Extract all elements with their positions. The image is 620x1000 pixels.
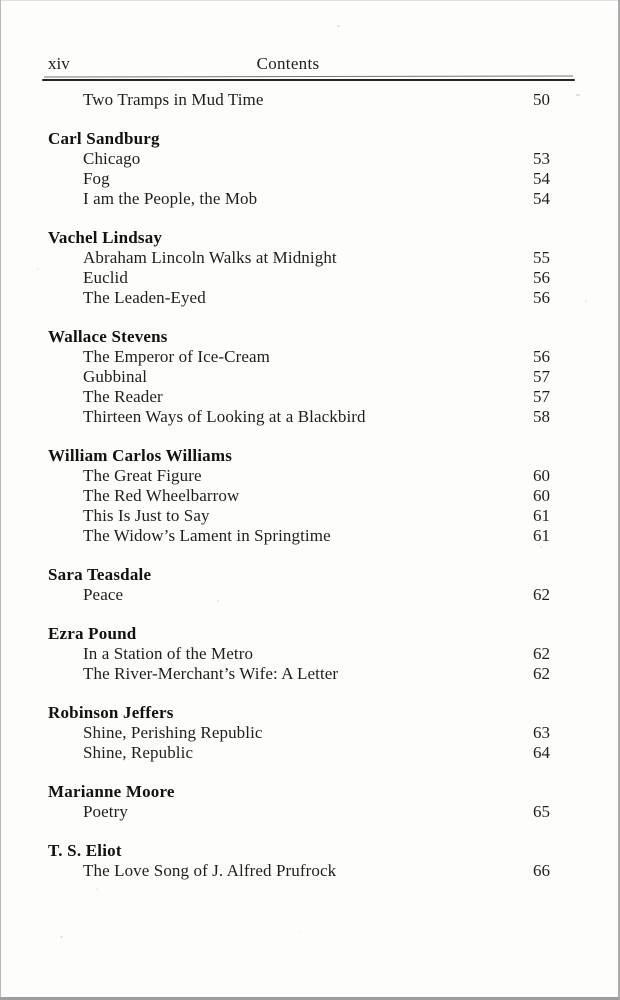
page-number: 53 — [533, 149, 550, 168]
page-number: 57 — [533, 367, 550, 386]
page-number: 66 — [533, 861, 550, 880]
author-heading: Robinson Jeffers — [48, 703, 174, 722]
page-number: 60 — [533, 486, 550, 505]
poem-title: This Is Just to Say — [83, 506, 210, 525]
page-number: 60 — [533, 466, 550, 485]
poem-title: Poetry — [83, 802, 128, 821]
poem-title: Fog — [83, 169, 110, 188]
toc-entry — [48, 802, 550, 822]
scan-speckle — [300, 932, 302, 933]
table-of-contents — [48, 90, 550, 881]
poem-title: The Red Wheelbarrow — [83, 486, 240, 505]
poem-title: I am the People, the Mob — [83, 189, 258, 208]
poem-title: Shine, Perishing Republic — [83, 723, 263, 742]
toc-entry — [48, 407, 550, 427]
toc-entry — [48, 189, 550, 209]
page-number: 65 — [533, 802, 550, 821]
header-rule-thin — [44, 75, 573, 77]
poem-title: Two Tramps in Mud Time — [83, 90, 264, 109]
toc-entry — [48, 664, 550, 684]
header-rule — [42, 79, 575, 81]
poem-title: The Emperor of Ice-Cream — [83, 347, 270, 366]
toc-entry — [48, 861, 550, 881]
toc-entry — [48, 248, 550, 268]
page-number: 54 — [533, 189, 550, 208]
toc-entry — [48, 743, 550, 763]
toc-entry — [48, 90, 550, 110]
poem-title: Abraham Lincoln Walks at Midnight — [83, 248, 337, 267]
poem-title: The Reader — [83, 387, 163, 406]
scan-speckle — [576, 94, 580, 96]
toc-entry — [48, 526, 550, 546]
page-number: 62 — [533, 644, 550, 663]
page-number: 62 — [533, 585, 550, 604]
page-number: 64 — [533, 743, 550, 762]
toc-section — [48, 228, 550, 308]
author-heading: Vachel Lindsay — [48, 228, 163, 247]
author-heading: Sara Teasdale — [48, 565, 152, 584]
toc-section — [48, 703, 550, 763]
page-number: 54 — [533, 169, 550, 188]
author-heading: Marianne Moore — [48, 782, 175, 801]
poem-title: Chicago — [83, 149, 141, 168]
toc-entry — [48, 723, 550, 743]
page-edge-left — [0, 0, 1, 1000]
author-heading: Ezra Pound — [48, 624, 137, 643]
toc-entry — [48, 149, 550, 169]
page-number: 57 — [533, 387, 550, 406]
scan-speckle — [96, 888, 98, 890]
toc-section — [48, 327, 550, 427]
poem-title: The Leaden-Eyed — [83, 288, 206, 307]
toc-entry — [48, 644, 550, 664]
page-folio: xiv — [48, 54, 70, 73]
running-head: Contents — [256, 54, 320, 73]
author-heading: T. S. Eliot — [48, 841, 122, 860]
poem-title: Peace — [83, 585, 124, 604]
scan-speckle — [585, 300, 587, 302]
toc-entry — [48, 506, 550, 526]
page-number: 56 — [533, 347, 550, 366]
page-number: 58 — [533, 407, 550, 426]
toc-entry — [48, 347, 550, 367]
toc-entry — [48, 585, 550, 605]
page-number: 61 — [533, 526, 550, 545]
page-number: 50 — [533, 90, 550, 109]
toc-section — [48, 90, 550, 110]
poem-title: Shine, Republic — [83, 743, 194, 762]
poem-title: Gubbinal — [83, 367, 148, 386]
author-heading: William Carlos Williams — [48, 446, 233, 465]
page-edge-top — [0, 0, 620, 1]
toc-entry — [48, 367, 550, 387]
toc-entry — [48, 169, 550, 189]
scan-speckle — [337, 25, 340, 27]
toc-entry — [48, 268, 550, 288]
page-number: 63 — [533, 723, 550, 742]
poem-title: The Great Figure — [83, 466, 202, 485]
page-number: 56 — [533, 288, 550, 307]
toc-entry — [48, 387, 550, 407]
scan-speckle — [37, 268, 39, 270]
scan-speckle — [540, 546, 542, 548]
poem-title: Euclid — [83, 268, 128, 287]
toc-section — [48, 129, 550, 209]
toc-section — [48, 565, 550, 605]
poem-title: The River-Merchant’s Wife: A Letter — [83, 664, 339, 683]
page-number: 56 — [533, 268, 550, 287]
toc-section — [48, 624, 550, 684]
scan-speckle — [60, 936, 63, 938]
toc-entry — [48, 466, 550, 486]
page-number: 55 — [533, 248, 550, 267]
toc-entry — [48, 486, 550, 506]
poem-title: The Widow’s Lament in Springtime — [83, 526, 331, 545]
page-number: 61 — [533, 506, 550, 525]
author-heading: Carl Sandburg — [48, 129, 160, 148]
poem-title: In a Station of the Metro — [83, 644, 254, 663]
author-heading: Wallace Stevens — [48, 327, 168, 346]
page-header — [48, 54, 568, 74]
poem-title: Thirteen Ways of Looking at a Blackbird — [83, 407, 366, 426]
poem-title: The Love Song of J. Alfred Prufrock — [83, 861, 337, 880]
toc-section — [48, 446, 550, 546]
toc-section — [48, 841, 550, 881]
toc-section — [48, 782, 550, 822]
scan-speckle — [217, 600, 219, 602]
page-number: 62 — [533, 664, 550, 683]
toc-entry — [48, 288, 550, 308]
